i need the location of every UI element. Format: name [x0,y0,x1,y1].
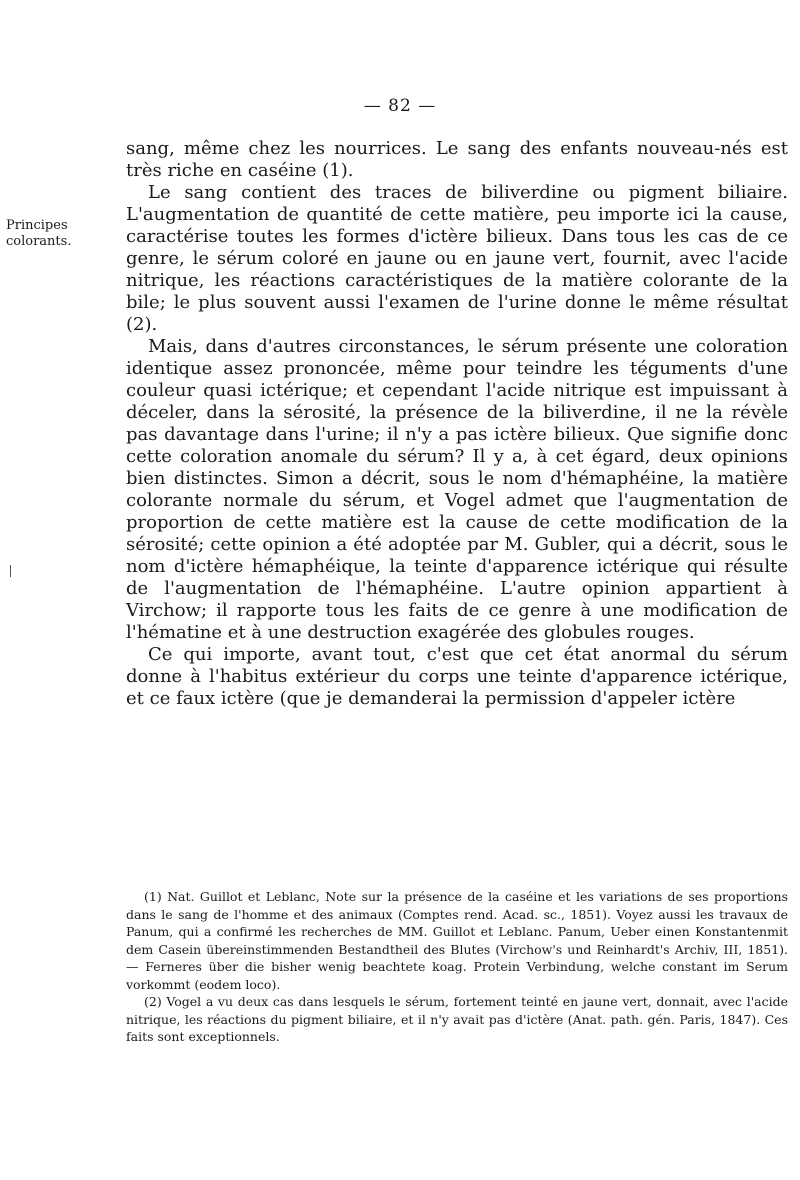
body-text [126,138,788,710]
body-paragraph: Le sang contient des traces de biliverdine ou pigment biliaire. L'augmentation de quantité de cette matière, peu importe ici la cause, caractérise toutes les formes d'ictère bilieux. Dans tous les cas de ce genre, le sérum coloré en jaune ou en jaune vert, fournit, avec l'acide nitrique, les réactions caractéristiques de la matière colorante de la bile; le plus souvent aussi l'examen de l'urine donne le même résultat (2). [126,182,788,335]
page-number: — 82 — [363,96,437,116]
margin-note: Principes colorants. [6,218,72,249]
footnote: (2) Vogel a vu deux cas dans lesquels le sérum, fortement teinté en jaune vert, donnait, avec l'acide nitrique, les réactions du pigment biliaire, et il n'y avait pas d'ictère (Anat. path. gén. Paris, 1847). Ces faits sont exceptionnels. [126,994,788,1044]
footnote: (1) Nat. Guillot et Leblanc, Note sur la présence de la caséine et les variations de ses proportions dans le sang de l'homme et des animaux (Comptes rend. Acad. sc., 1851). Voyez aussi les travaux de Panum, qui a confirmé les recherches de MM. Guillot et Leblanc. Panum, Ueber einen Konstantenmit dem Casein übereinstimmenden Bestandtheil des Blutes (Virchow's und Reinhardt's Archiv, III, 1851). — Ferneres über die bisher wenig beachtete koag. Protein Verbindung, welche constant im Serum vorkommt (eodem loco). [126,889,788,992]
footnotes [126,888,788,1046]
body-paragraph: Ce qui importe, avant tout, c'est que cet état anormal du sérum donne à l'habitus extérieur du corps une teinte d'apparence ictérique, et ce faux ictère (que je demanderai la permission d'appeler ictère [126,644,788,709]
margin-mark [10,565,19,577]
body-paragraph: Mais, dans d'autres circonstances, le sérum présente une coloration identique assez prononcée, même pour teindre les téguments d'une couleur quasi ictérique; et cependant l'acide nitrique est impuissant à déceler, dans la sérosité, la présence de la biliverdine, il ne la révèle pas davantage dans l'urine; il n'y a pas ictère bilieux. Que signifie donc cette coloration anomale du sérum? Il y a, à cet égard, deux opinions bien distinctes. Simon a décrit, sous le nom d'hémaphéine, la matière colorante normale du sérum, et Vogel admet que l'augmentation de proportion de cette matière est la cause de cette modification de la sérosité; cette opinion a été adoptée par M. Gubler, qui a décrit, sous le nom d'ictère hémaphéique, la teinte d'apparence ictérique qui résulte de l'augmentation de l'hémaphéine. L'autre opinion appartient à Virchow; il rapporte tous les faits de ce genre à une modification de l'hématine et à une destruction exagérée des globules rouges. [126,336,788,643]
body-paragraph: sang, même chez les nourrices. Le sang des enfants nouveau-nés est très riche en caséine (1). [126,138,788,181]
